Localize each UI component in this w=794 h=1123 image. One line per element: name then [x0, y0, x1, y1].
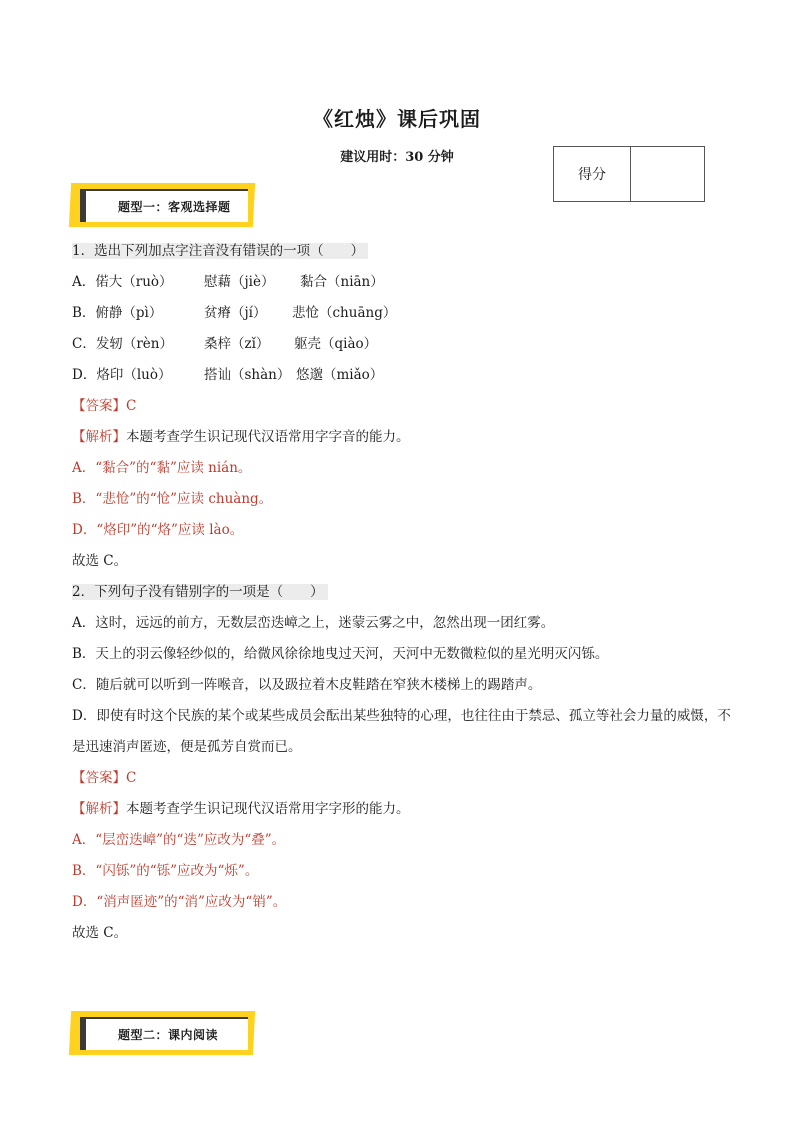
section-banner-2 [70, 1011, 254, 1055]
score-box [553, 146, 705, 202]
q1-analysis: 【解析】本题考查学生识记现代汉语常用字字音的能力。 [72, 429, 410, 445]
q2-option-a: A．这时，远远的前方，无数层峦迭嶂之上，迷蒙云雾之中，忽然出现一团红雾。 [72, 615, 555, 631]
q1-conclusion: 故选 C。 [72, 553, 128, 569]
q1-point-b: B．“悲怆”的“怆”应读 chuàng。 [72, 491, 273, 507]
q2-point-b: B．“闪铄”的“铄”应改为“烁”。 [72, 863, 259, 879]
section-banner-2-label: 题型二：课内阅读 [80, 1017, 248, 1050]
q2-point-d: D．“消声匿迹”的“消”应改为“销”。 [72, 894, 287, 910]
suggested-time: 建议用时：30 分钟 [340, 150, 454, 165]
q2-analysis: 【解析】本题考查学生识记现代汉语常用字字形的能力。 [72, 801, 410, 817]
q1-point-a: A．“黏合”的“黏”应读 nián。 [72, 460, 252, 476]
page-title: 《红烛》课后巩固 [313, 107, 481, 131]
q2-conclusion: 故选 C。 [72, 925, 128, 941]
q2-option-d: D．即使有时这个民族的某个或某些成员会酝出某些独特的心理，也往往由于禁忌、孤立等社会力量的威慑，不是迅速消声匿迹，便是孤芳自赏而已。 [72, 708, 731, 755]
q2-stem: 2．下列句子没有错别字的一项是（ ） [72, 577, 732, 608]
section-banner-1-label: 题型一：客观选择题 [80, 189, 248, 222]
q1-point-d: D．“烙印”的“烙”应读 lào。 [72, 522, 244, 538]
score-label: 得分 [554, 147, 631, 201]
q1-option-a: A．偌大（ruò） 慰藉（jiè） 黏合（niān） [72, 274, 384, 290]
score-value[interactable] [631, 147, 704, 201]
section-banner-1 [70, 183, 254, 227]
q1-answer: 【答案】C [72, 398, 137, 414]
q2-point-a: A．“层峦迭嶂”的“迭”应改为“叠”。 [72, 832, 286, 848]
q1-option-b: B．俯静（pì） 贫瘠（jí） 悲怆（chuāng） [72, 305, 397, 321]
content [72, 236, 732, 949]
q1-option-c: C．发轫（rèn） 桑梓（zǐ） 躯壳（qiào） [72, 336, 378, 352]
q2-option-c: C．随后就可以听到一阵喉音，以及趿拉着木皮鞋踏在窄狭木楼梯上的踢踏声。 [72, 677, 542, 693]
q1-stem: 1．选出下列加点字注音没有错误的一项（ ） [72, 236, 732, 267]
q2-answer: 【答案】C [72, 770, 137, 786]
q1-option-d: D．烙印（luò） 搭讪（shàn） 悠邈（miǎo） [72, 367, 384, 383]
q2-option-b: B．天上的羽云像轻纱似的，给微风徐徐地曳过天河，天河中无数微粒似的星光明灭闪铄。 [72, 646, 609, 662]
